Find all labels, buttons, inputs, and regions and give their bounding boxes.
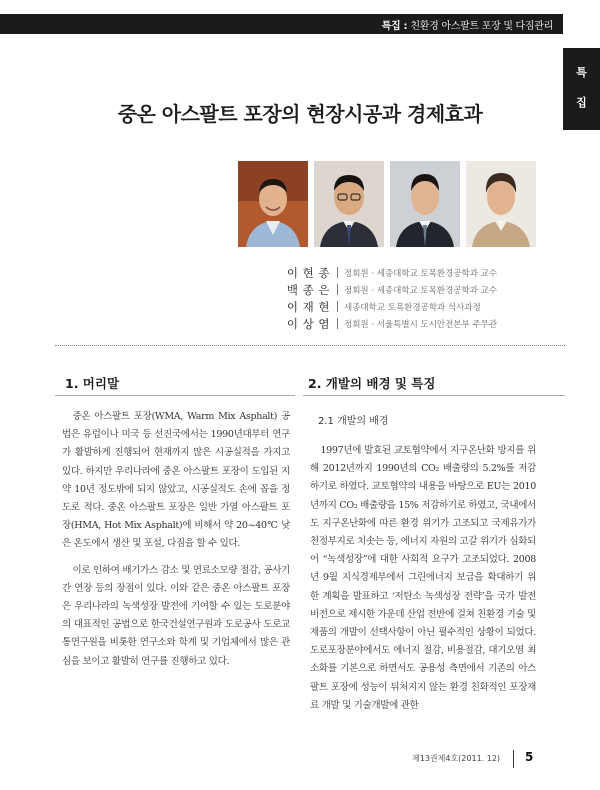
section-title: 친환경 아스팔트 포장 및 다짐관리 (410, 21, 553, 32)
author-affiliation: 정회원 · 세종대학교 토목환경공학과 교수 (344, 268, 498, 279)
background-heading-rule (303, 395, 565, 396)
author-row (280, 315, 497, 332)
author-name: 이 재 현 (286, 299, 330, 314)
author-row (280, 298, 497, 315)
author-photo-4 (466, 161, 536, 247)
intro-heading: 1. 머리말 (65, 376, 120, 391)
author-photo-1 (238, 161, 308, 247)
author-affiliation: 정회원 · 서울특별시 도시안전본부 주무관 (344, 319, 498, 330)
side-tab-char-2: 집 (576, 96, 587, 109)
intro-body (62, 408, 290, 671)
section-header-bar (0, 14, 563, 34)
author-divider (337, 284, 338, 295)
author-photo-2 (314, 161, 384, 247)
background-heading: 2. 개발의 배경 및 특징 (308, 376, 436, 391)
section-header-text (382, 17, 553, 32)
article-title: 중온 아스팔트 포장의 현장시공과 경제효과 (117, 102, 483, 126)
side-tab-char-1: 특 (576, 66, 587, 79)
author-list (280, 264, 497, 332)
page-number: 5 (525, 750, 534, 764)
dotted-divider (55, 345, 565, 346)
author-divider (337, 301, 338, 312)
author-affiliation: 정회원 · 세종대학교 토목환경공학과 교수 (344, 285, 498, 296)
author-divider (337, 318, 338, 329)
intro-heading-rule (55, 395, 295, 396)
author-name: 이 상 염 (286, 316, 330, 331)
author-divider (337, 267, 338, 278)
author-name: 이 현 종 (286, 265, 330, 280)
author-row (280, 264, 497, 281)
issue-info: 제13권제4호(2011. 12) (412, 754, 501, 763)
body-paragraph: 이로 인하여 배기가스 감소 및 연료소모량 절감, 공사기간 연장 등의 장점이 있다. 이와 같은 중온 아스팔트 포장은 우리나라의 녹색성장 발전에 기여할 수 있는 도로분야의 대표적인 공법으로 한국건설연구원과 도로공사 도로교통연구원을 비롯한 연구소와 학계 및 기업체에서 많은 관심을 보이고 활발히 연구를 진행하고 있다. (62, 564, 290, 667)
background-body (310, 442, 536, 715)
body-paragraph: 중온 아스팔트 포장(WMA, Warm Mix Asphalt) 공법은 유럽이나 미국 등 선진국에서는 1990년대부터 연구가 활발하게 진행되어 현재까지 많은 시공실적을 가지고 있다. 하지만 우리나라에 중온 아스팔트 포장이 도입된 지 약 10년 정도밖에 되지 않았고, 시공실적도 손에 꼽을 정도로 적다. 중온 아스팔트 포장은 일반 가열 아스팔트 포장(HMA, Hot Mix Asphalt)에 비해서 약 20~40℃ 낮은 온도에서 생산 및 포설, 다짐을 할 수 있다. (62, 411, 290, 550)
author-photo-3 (390, 161, 460, 247)
section-label: 특집 : (381, 21, 411, 32)
author-affiliation: 세종대학교 토목환경공학과 석사과정 (344, 302, 481, 313)
author-row (280, 281, 497, 298)
background-subheading: 2.1 개발의 배경 (318, 416, 389, 427)
author-name: 백 종 은 (286, 282, 330, 297)
footer-divider (513, 750, 514, 768)
body-paragraph: 1997년에 발효된 교토협약에서 지구온난화 방지를 위해 2012년까지 1990년의 CO₂ 배출량의 5.2%를 저감하기로 하였다. 교토협약의 내용을 바탕으로 EU는 2010년까지 CO₂ 배출량을 15% 저감하기로 하였고, 국내에서도 지구온난화에 따른 환경 위기가 고조되고 국제유가가 천정부지로 치솟는 등, 에너지 자원의 고갈 위기가 심화되어 “녹색성장”에 대한 사회적 요구가 고조되었다. 2008년 9월 지식경제부에서 그린에너지 보급을 확대하기 위한 계획을 발표하고 ‘저탄소 녹색성장 전략’을 국가 발전 비전으로 제시한 가운데 산업 전반에 걸쳐 친환경 기술 및 제품의 개발이 선택사항이 아닌 필수적인 상황이 되었다. 도로포장분야에서도 에너지 절감, 비용절감, 대기오염 최소화를 기본으로 하면서도 공용성 측면에서 기존의 아스팔트 포장에 성능이 뒤처지지 않는 환경 친화적인 포장재료 개발 및 기술개발에 관한 (310, 445, 536, 711)
